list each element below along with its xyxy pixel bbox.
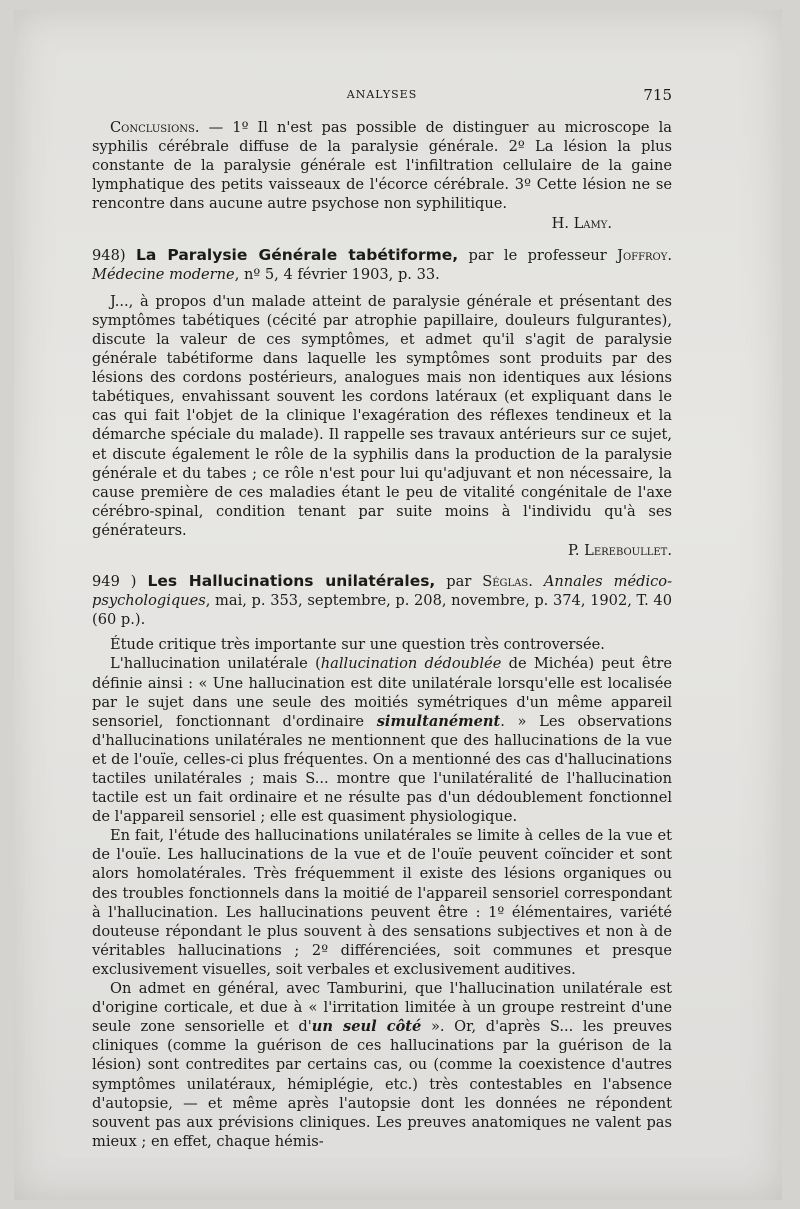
entry-948-author: Joffroy xyxy=(617,246,668,264)
italic-run: un seul côté xyxy=(311,1018,422,1036)
entry-948-signature: P. Lereboullet. xyxy=(567,541,672,559)
entry-948-body: J..., à propos d'un malade atteint de paralysie générale et présentant des symptômes tabétiques (cécité par atrophie papillaire, douleurs fulgurantes), discute la valeur de ces symptômes, et admet qu'il s'agit de paralysie générale tabétiforme dans laquelle les symptômes sont produits par des lésions des cordons postérieurs, analogues mais non identiques aux lésions tabétiques, envahissant souvent les cordons latéraux (et expliquant dans le cas qui fait l'objet de la clinique l'exagération des réflexes tendineux et la démarche spéciale du malade). Il rappelle ses travaux antérieurs sur ce sujet, et discute également le rôle de la syphilis dans la production de la paralysie générale et du tabes ; ce rôle n'est pour lui qu'adjuvant et non nécessaire, la cause première de ces maladies étant le peu de vitalité congénitale de l'axe cérébro-spinal, condition tenant par suite moins à l'individu qu'à ses générateurs. xyxy=(92,292,672,539)
entry-948-heading xyxy=(92,246,672,284)
entry-949-ref: , mai, p. 353, septembre, p. 208, novembre, p. 374, 1902, T. 40 (60 p.). xyxy=(92,592,672,629)
italic-run: hallucination dédoublée xyxy=(320,655,502,673)
entry-948-journal: Médecine moderne xyxy=(92,265,235,283)
entry-949-number: 949 ) xyxy=(92,573,137,591)
entry-948-ref: , nº 5, 4 février 1903, p. 33. xyxy=(234,265,440,283)
entry-949-sep: . xyxy=(528,573,544,591)
running-title: ANALYSES xyxy=(346,88,418,101)
entry-949-by: par xyxy=(435,573,483,591)
text-run: ». Or, d'après S... les preuves cliniques (comme la guérison de ces hallucinations par la guérison de la lésion) sont contredites par certains cas, ou (comme la coexistence d'autres symptômes unilatéraux, hémiplégie, etc.) très contestables en l'absence d'autopsie, — et même après l'autopsie dont les données ne répondent souvent pas aux prévisions cliniques. Les preuves anatomiques ne valent pas mieux ; en effet, chaque hémis- xyxy=(92,1018,672,1150)
entry-949-para-2 xyxy=(92,654,672,826)
text-run: L'hallucination unilatérale ( xyxy=(110,655,321,673)
entry-949-heading xyxy=(92,572,672,629)
running-header xyxy=(92,88,672,108)
entry-948-title: La Paralysie Générale tabétiforme, xyxy=(135,245,459,264)
entry-949-para-3: En fait, l'étude des hallucinations unilatérales se limite à celles de la vue et de l'ouïe. Les hallucinations de la vue et de l'ouïe peuvent coïncider et sont alors homolatérales. Très fréquemment il existe des lésions organiques ou des troubles fonctionnels dans la moitié de l'appareil sensoriel correspondant à l'hallucination. Les hallucinations peuvent être : 1º élémentaires, variété douteuse répondant le plus souvent à des sensations subjectives et non à de véritables hallucinations ; 2º différenciées, soit communes et presque exclusivement visuelles, soit verbales et exclusivement auditives. xyxy=(92,827,672,978)
entry-949-title: Les Hallucinations unilatérales, xyxy=(147,572,436,591)
entry-949-para-1: Étude critique très importante sur une question très controversée. xyxy=(110,636,605,654)
entry-949-journal: Annales médico-psychologiques xyxy=(92,573,672,610)
conclusions-text: — 1º Il n'est pas possible de distinguer au microscope la syphilis cérébrale diffuse de la paralysie générale. 2º La lésion la plus constante de la paralysie générale est l'infiltration cellulaire de la gaine lymphatique des petits vaisseaux de l'écorce cérébrale. 3º Cette lésion ne se rencontre dans aucune autre psychose non syphilitique. xyxy=(92,119,672,213)
text-run: . » Les observations d'hallucinations unilatérales ne mentionnent que des hallucinations de la vue et de l'ouïe, celles-ci plus fréquentes. On a mentionné des cas d'hallucinations tactiles unilatérales ; mais S... montre que l'unilatéralité de l'hallucination tactile est un fait ordinaire et ne résulte pas d'un dédoublement fonctionnel de l'appareil sensoriel ; elle est quasiment physiologique. xyxy=(92,712,672,826)
entry-948-by: par le professeur xyxy=(458,246,618,264)
spacer xyxy=(92,234,672,246)
entry-949-para-4 xyxy=(92,979,672,1151)
entry-949-author: Séglas xyxy=(482,573,529,591)
conclusions-signature: H. Lamy. xyxy=(551,215,612,233)
spacer xyxy=(92,284,672,292)
entry-948-number: 948) xyxy=(92,246,126,264)
entry-948-sep: . xyxy=(667,246,672,264)
page-body xyxy=(92,118,672,1151)
italic-run: simultanément xyxy=(376,712,501,730)
text-run: On admet en général, avec Tamburini, que l'hallucination unilatérale est d'origine corticale, et due à « l'irritation limitée à un groupe restreint d'une seule zone sensorielle et d' xyxy=(92,980,672,1036)
conclusions-label: Conclusions. xyxy=(110,119,200,136)
spacer xyxy=(92,560,672,572)
text-run: de Michéa) peut être définie ainsi : « Une hallucination est dite unilatérale lorsqu'elle est localisée par le sujet dans une seule des moitiés symétriques d'un même appareil sensoriel, fonctionnant d'ordinaire xyxy=(92,655,672,730)
page-number: 715 xyxy=(643,86,672,104)
conclusions-paragraph xyxy=(92,118,672,213)
